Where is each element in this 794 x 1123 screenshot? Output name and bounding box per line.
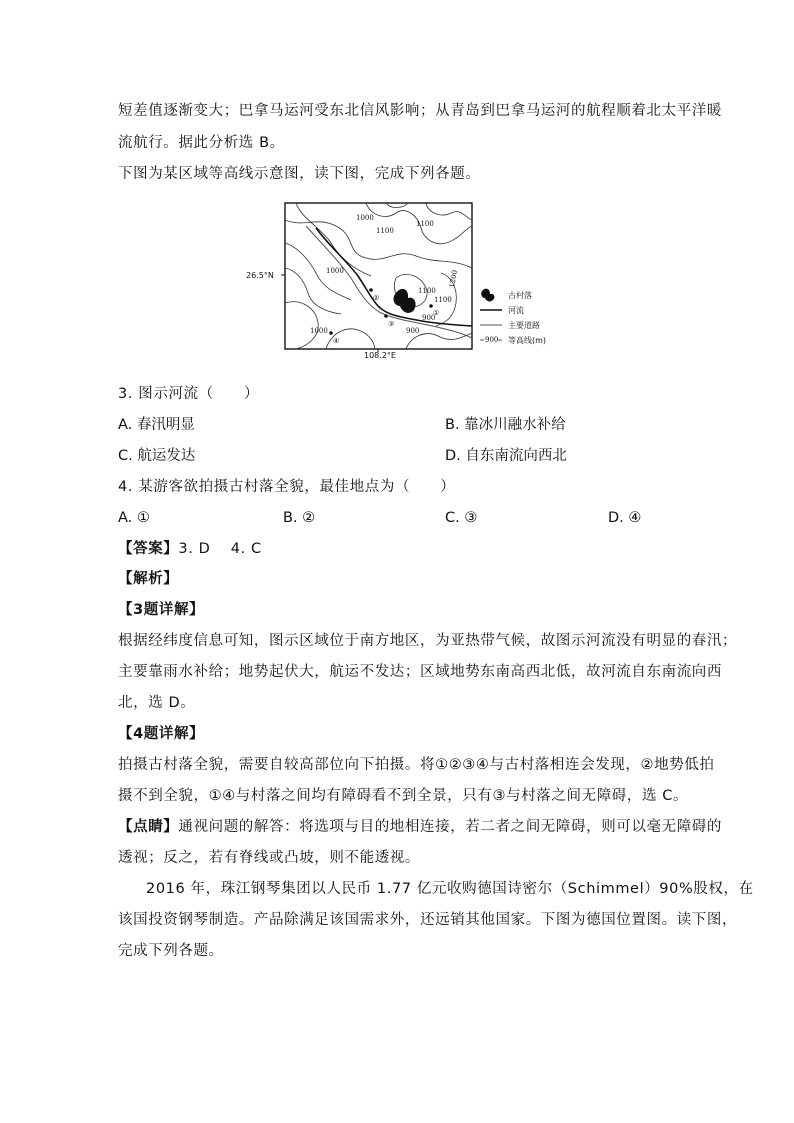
paragraph-line: 短差值逐渐变大；巴拿马运河受东北信风影响；从青岛到巴拿马运河的航程顺着北太平洋暖 bbox=[118, 103, 722, 119]
tip-line bbox=[118, 817, 723, 837]
legend-contour: 等高线(m) bbox=[508, 336, 547, 345]
answer-label: 【答案】 bbox=[118, 541, 179, 557]
analysis-line: 拍摄古村落全貌，需要自较高部位向下拍摄。将①②③④与古村落相连会发现，②地势低拍 bbox=[118, 757, 715, 773]
contour-label: 1100 bbox=[434, 296, 452, 304]
legend-road: 主要道路 bbox=[508, 321, 540, 330]
paragraph-line: 流航行。据此分析选 B。 bbox=[118, 135, 285, 151]
contour-label: 1100 bbox=[376, 227, 394, 235]
question-intro: 下图为某区域等高线示意图，读下图，完成下列各题。 bbox=[118, 166, 481, 182]
q3-option-d: D. 自东南流向西北 bbox=[445, 448, 567, 464]
q3-option-b: B. 靠冰川融水补给 bbox=[445, 417, 566, 433]
passage-line: 完成下列各题。 bbox=[118, 943, 224, 959]
q4-option-b: B. ② bbox=[283, 510, 316, 526]
q3-option-c: C. 航运发达 bbox=[118, 448, 196, 464]
q4-option-d: D. ④ bbox=[608, 510, 642, 526]
marker-4: ④ bbox=[333, 337, 340, 345]
tip-line: 透视；反之，若有脊线或凸坡，则不能透视。 bbox=[118, 850, 420, 866]
legend-village: 古村落 bbox=[508, 291, 532, 300]
latitude-label: 26.5°N bbox=[246, 271, 274, 280]
marker-1: ① bbox=[433, 309, 440, 317]
q4-option-a: A. ① bbox=[118, 510, 150, 526]
contour-label: 1000 bbox=[326, 267, 344, 275]
analysis-label: 【解析】 bbox=[118, 571, 179, 587]
answer-text: 3. D 4. C bbox=[178, 541, 262, 557]
contour-label: 1100 bbox=[418, 287, 436, 295]
tip-label: 【点睛】 bbox=[118, 819, 179, 835]
q3-option-a: A. 春汛明显 bbox=[118, 417, 195, 433]
q4-option-c: C. ③ bbox=[445, 510, 478, 526]
legend-contour-sample: 900 bbox=[485, 336, 499, 344]
answer-line bbox=[118, 539, 688, 559]
passage-line: 该国投资钢琴制造。产品除满足该国需求外，还远销其他国家。下图为德国位置图。读下图， bbox=[118, 912, 738, 928]
contour-label: 1000 bbox=[356, 214, 374, 222]
passage-line: 2016 年，珠江钢琴集团以人民币 1.77 亿元收购德国诗密尔（Schimmel）90%股权，在 bbox=[146, 881, 754, 897]
contour-label: 1000 bbox=[310, 327, 328, 335]
marker-3: ③ bbox=[388, 320, 395, 328]
question-3-stem: 3. 图示河流（ ） bbox=[118, 386, 260, 402]
tip-text: 通视问题的解答：将选项与目的地相连接，若二者之间无障碍，则可以毫无障碍的 bbox=[178, 819, 723, 835]
legend-river: 河流 bbox=[508, 306, 524, 315]
analysis-line: 根据经纬度信息可知，图示区域位于南方地区，为亚热带气候，故图示河流没有明显的春汛； bbox=[118, 633, 738, 649]
contour-label: 1200 bbox=[448, 269, 460, 289]
contour-label: 1100 bbox=[416, 220, 434, 228]
analysis-line: 主要靠雨水补给；地势起伏大，航运不发达；区域地势东南高西北低，故河流自东南流向西 bbox=[118, 664, 722, 680]
q4-detail-title: 【4题详解】 bbox=[118, 726, 205, 742]
marker-2: ② bbox=[373, 294, 380, 302]
contour-label: 900 bbox=[422, 314, 436, 322]
analysis-line: 摄不到全貌，①④与村落之间均有障碍看不到全景，只有③与村落之间无障碍，选 C。 bbox=[118, 788, 689, 804]
q3-detail-title: 【3题详解】 bbox=[118, 602, 205, 618]
question-4-stem: 4. 某游客欲拍摄古村落全貌，最佳地点为（ ） bbox=[118, 479, 456, 495]
longitude-label: 108.2°E bbox=[364, 351, 396, 358]
map-legend bbox=[480, 289, 546, 345]
contour-label: 900 bbox=[406, 327, 420, 335]
contour-map-figure bbox=[246, 198, 566, 358]
analysis-line: 北，选 D。 bbox=[118, 695, 196, 711]
contour-map bbox=[246, 198, 566, 358]
